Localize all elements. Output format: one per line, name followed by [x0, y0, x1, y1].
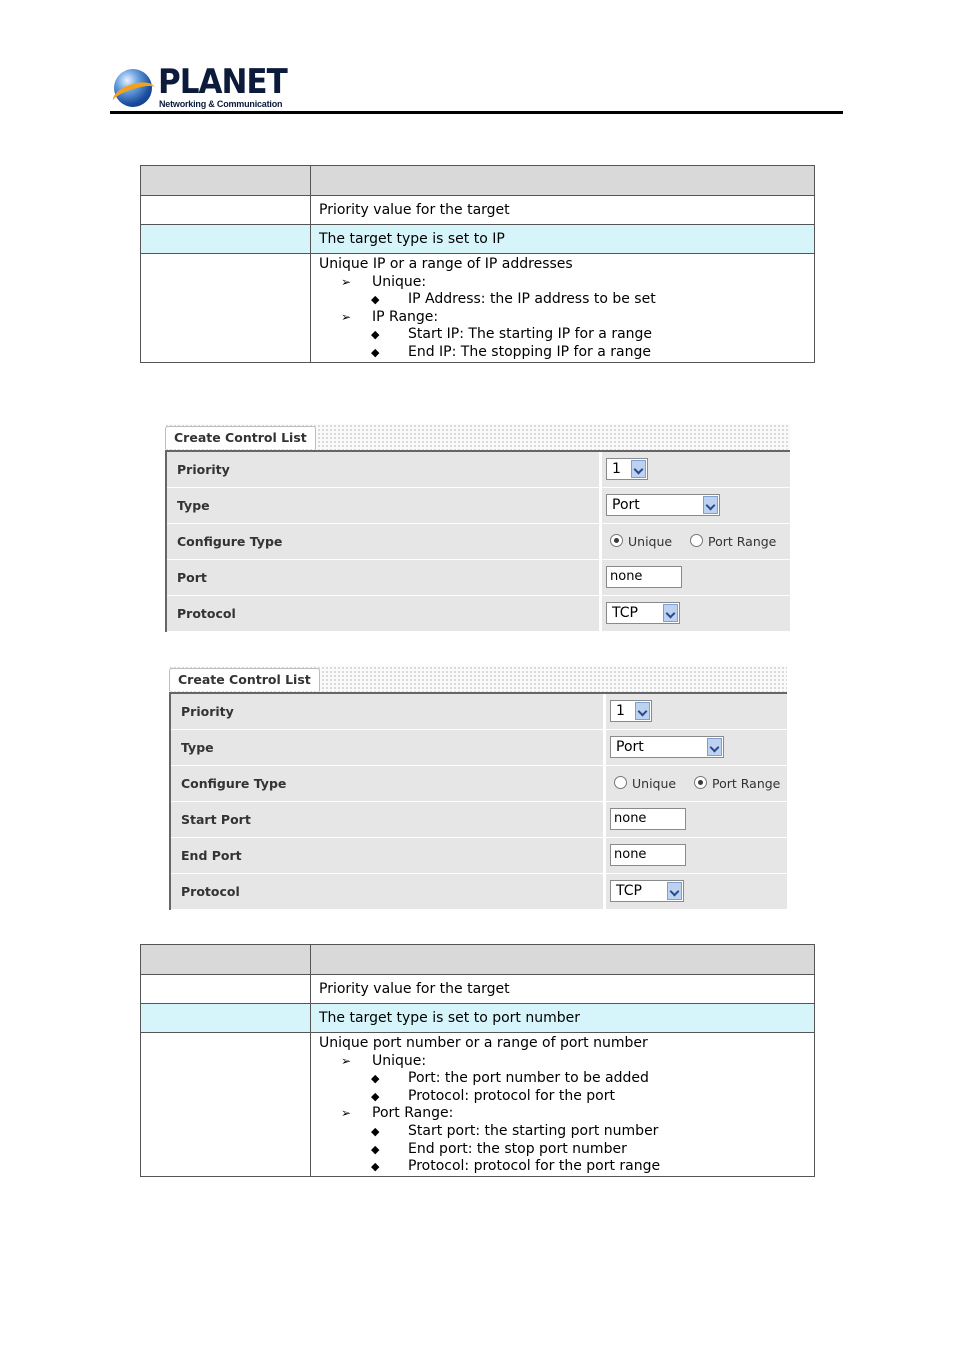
- form-row-start-port: [171, 802, 787, 838]
- row-label: [141, 225, 311, 254]
- form-row-end-port: [171, 838, 787, 874]
- table-row: [141, 1004, 815, 1033]
- configure-type-label: Configure Type: [167, 524, 599, 559]
- row-description: The target type is set to port number: [311, 1004, 815, 1033]
- row-description: Priority value for the target: [311, 196, 815, 225]
- form-row-priority: [171, 694, 787, 730]
- chevron-down-icon[interactable]: [707, 738, 722, 756]
- arrow-bullet-icon: ➢: [341, 1106, 352, 1121]
- list-item: ◆ Port: the port number to be added: [371, 1070, 649, 1087]
- panel-tab-bar: [169, 666, 787, 694]
- priority-select[interactable]: 1: [606, 458, 648, 480]
- diamond-bullet-icon: ◆: [371, 1142, 380, 1156]
- type-label: Type: [167, 488, 599, 523]
- list-item: ◆ IP Address: the IP address to be set: [371, 291, 656, 308]
- list-item: ◆ Start IP: The starting IP for a range: [371, 326, 653, 343]
- chevron-down-icon[interactable]: [703, 496, 718, 514]
- row-label: [141, 196, 311, 225]
- list-item: ➢ Port Range:: [341, 1105, 454, 1122]
- header-cell-description: [311, 945, 815, 975]
- table-row: [141, 196, 815, 225]
- port-label: Port: [167, 560, 599, 595]
- start-port-input[interactable]: none: [610, 808, 686, 830]
- create-control-list-range-panel: [169, 666, 787, 907]
- header-cell-object: [141, 166, 311, 196]
- priority-select[interactable]: 1: [610, 700, 652, 722]
- type-select[interactable]: Port: [610, 736, 724, 758]
- ip-object-table: [140, 165, 815, 363]
- panel-form: [169, 694, 787, 910]
- create-control-list-unique-panel: [165, 424, 790, 627]
- arrow-bullet-icon: ➢: [341, 1053, 352, 1068]
- diamond-bullet-icon: ◆: [371, 1089, 380, 1103]
- diamond-bullet-icon: ◆: [371, 328, 380, 342]
- diamond-bullet-icon: ◆: [371, 1124, 380, 1138]
- row-label: [141, 1004, 311, 1033]
- form-row-protocol: [171, 874, 787, 910]
- row-description: The target type is set to IP: [311, 225, 815, 254]
- port-object-table: [140, 944, 815, 1177]
- type-label: Type: [171, 730, 603, 765]
- start-port-label: Start Port: [171, 802, 603, 837]
- list-item: ➢ IP Range:: [341, 308, 439, 325]
- diamond-bullet-icon: ◆: [371, 1072, 380, 1086]
- form-row-configure-type: [167, 524, 790, 560]
- table-header-row: [141, 945, 815, 975]
- row-description: [311, 1033, 815, 1177]
- priority-label: Priority: [167, 452, 599, 487]
- protocol-select[interactable]: TCP: [606, 602, 680, 624]
- list-item: ➢ Unique:: [341, 273, 427, 290]
- port-range-radio-label: Port Range: [712, 776, 781, 791]
- brand-tagline: Networking & Communication: [159, 99, 283, 109]
- form-row-type: [171, 730, 787, 766]
- tab-create-control-list[interactable]: Create Control List: [169, 668, 320, 691]
- arrow-bullet-icon: ➢: [341, 274, 352, 289]
- end-port-input[interactable]: none: [610, 844, 686, 866]
- form-row-configure-type: [171, 766, 787, 802]
- table-row: [141, 1033, 815, 1177]
- table-header-row: [141, 166, 815, 196]
- diamond-bullet-icon: ◆: [371, 345, 380, 359]
- row-label: [141, 975, 311, 1004]
- chevron-down-icon[interactable]: [631, 460, 646, 478]
- header-cell-description: [311, 166, 815, 196]
- diamond-bullet-icon: ◆: [371, 1160, 380, 1174]
- port-input[interactable]: none: [606, 566, 682, 588]
- form-row-protocol: [167, 596, 790, 632]
- panel-form: [165, 452, 790, 632]
- tab-create-control-list[interactable]: Create Control List: [165, 426, 316, 449]
- row-label: [141, 254, 311, 363]
- protocol-select[interactable]: TCP: [610, 880, 684, 902]
- form-row-priority: [167, 452, 790, 488]
- panel-tab-bar: [165, 424, 790, 452]
- brand-name: PLANET: [158, 62, 287, 102]
- unique-radio-label: Unique: [628, 534, 673, 549]
- list-item: ◆ End IP: The stopping IP for a range: [371, 343, 651, 360]
- end-port-label: End Port: [171, 838, 603, 873]
- chevron-down-icon[interactable]: [667, 882, 682, 900]
- detail-intro: Unique IP or a range of IP addresses: [319, 256, 573, 272]
- list-item: ◆ Protocol: protocol for the port range: [371, 1158, 661, 1175]
- chevron-down-icon[interactable]: [663, 604, 678, 622]
- row-description: Priority value for the target: [311, 975, 815, 1004]
- list-item: ◆ End port: the stop port number: [371, 1140, 627, 1157]
- row-label: [141, 1033, 311, 1177]
- table-row: [141, 225, 815, 254]
- header-rule: [110, 111, 843, 114]
- header-cell-object: [141, 945, 311, 975]
- list-item: ◆ Protocol: protocol for the port: [371, 1087, 615, 1104]
- port-range-radio-label: Port Range: [708, 534, 777, 549]
- diamond-bullet-icon: ◆: [371, 293, 380, 307]
- unique-radio-label: Unique: [632, 776, 677, 791]
- protocol-label: Protocol: [171, 874, 603, 909]
- chevron-down-icon[interactable]: [635, 702, 650, 720]
- table-row: [141, 254, 815, 363]
- arrow-bullet-icon: ➢: [341, 309, 352, 324]
- priority-label: Priority: [171, 694, 603, 729]
- list-item: ◆ Start port: the starting port number: [371, 1122, 659, 1139]
- planet-logo: [112, 62, 287, 112]
- row-description: [311, 254, 815, 363]
- form-row-type: [167, 488, 790, 524]
- detail-intro: Unique port number or a range of port number: [319, 1035, 648, 1051]
- type-select[interactable]: Port: [606, 494, 720, 516]
- form-row-port: [167, 560, 790, 596]
- port-range-radio[interactable]: [690, 534, 703, 547]
- unique-radio[interactable]: [614, 776, 627, 789]
- protocol-label: Protocol: [167, 596, 599, 631]
- unique-radio[interactable]: [610, 534, 623, 547]
- table-row: [141, 975, 815, 1004]
- port-range-radio[interactable]: [694, 776, 707, 789]
- configure-type-label: Configure Type: [171, 766, 603, 801]
- list-item: ➢ Unique:: [341, 1052, 427, 1069]
